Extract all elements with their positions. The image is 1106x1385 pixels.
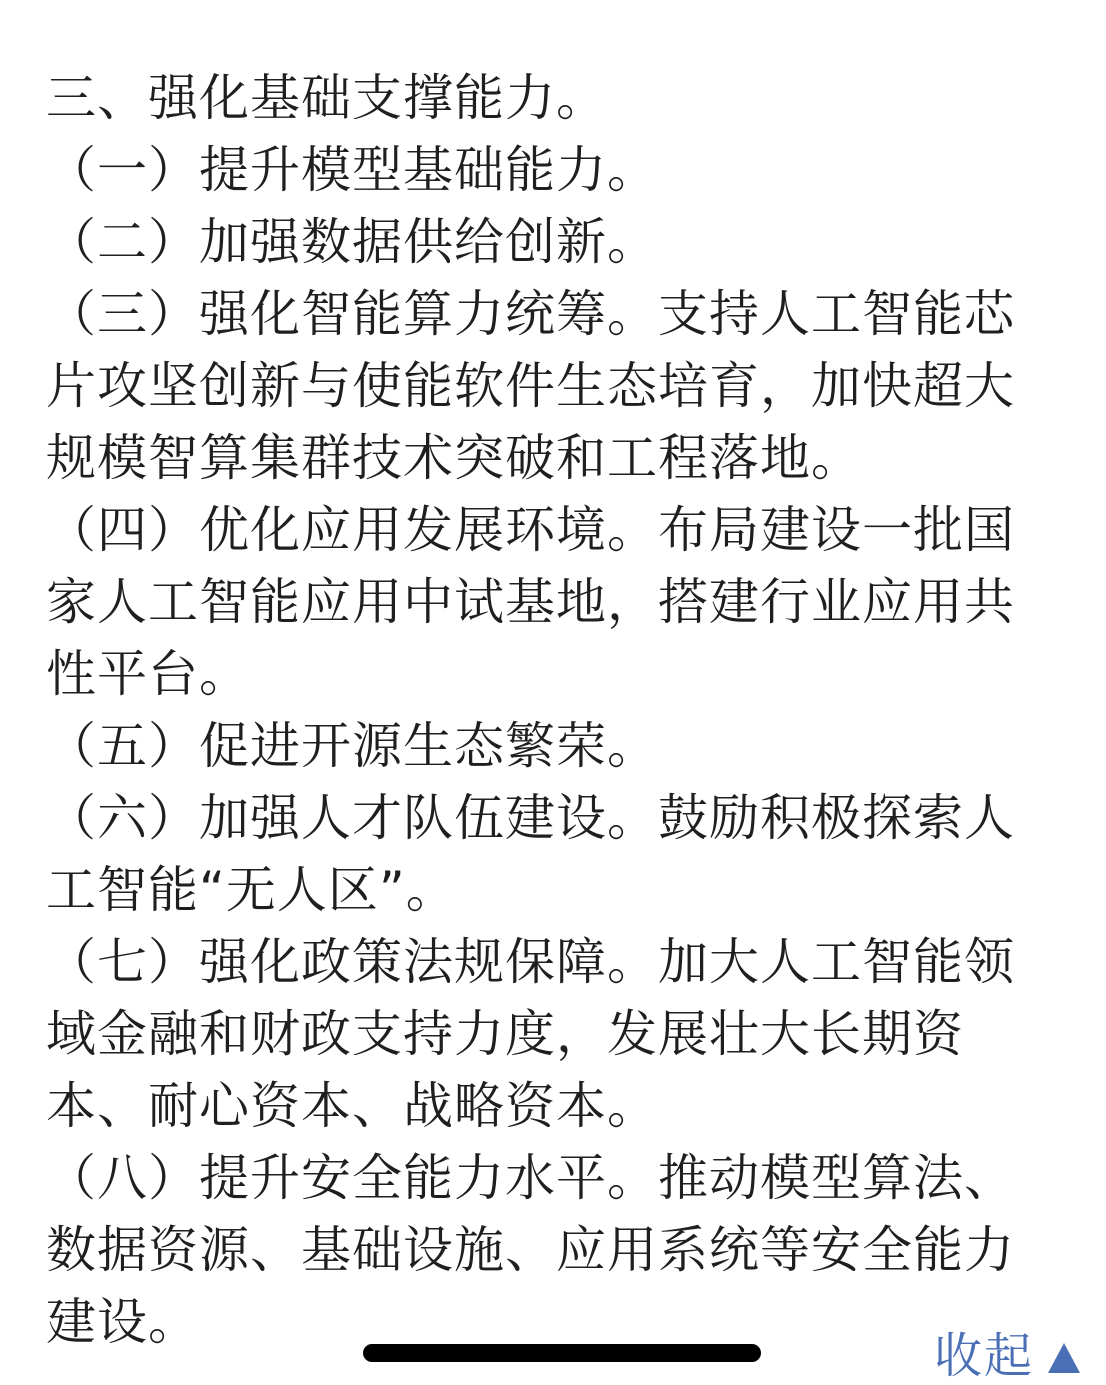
- list-item-4: （四）优化应用发展环境。布局建设一批国家人工智能应用中试基地，搭建行业应用共性平台。: [46, 501, 1015, 703]
- triangle-up-icon: [1048, 1343, 1080, 1373]
- list-item-3: （三）强化智能算力统筹。支持人工智能芯片攻坚创新与使能软件生态培育，加快超大规模智算集群技术突破和工程落地。: [46, 285, 1015, 487]
- list-item-8: （八）提升安全能力水平。推动模型算法、数据资源、基础设施、应用系统等安全能力建设。: [46, 1149, 1015, 1351]
- list-item-6: （六）加强人才队伍建设。鼓励积极探索人工智能“无人区”。: [46, 789, 1015, 919]
- section-heading: 三、强化基础支撑能力。: [46, 69, 607, 127]
- list-item-7: （七）强化政策法规保障。加大人工智能领域金融和财政支持力度，发展壮大长期资本、耐心资本、战略资本。: [46, 933, 1015, 1135]
- list-item-1: （一）提升模型基础能力。: [46, 141, 658, 199]
- list-item-2: （二）加强数据供给创新。: [46, 213, 658, 271]
- collapse-button[interactable]: [934, 1328, 1080, 1384]
- home-indicator: [363, 1344, 761, 1362]
- collapse-label: 收起: [933, 1328, 1034, 1384]
- article-body: [46, 62, 1036, 1358]
- list-item-5: （五）促进开源生态繁荣。: [46, 717, 658, 775]
